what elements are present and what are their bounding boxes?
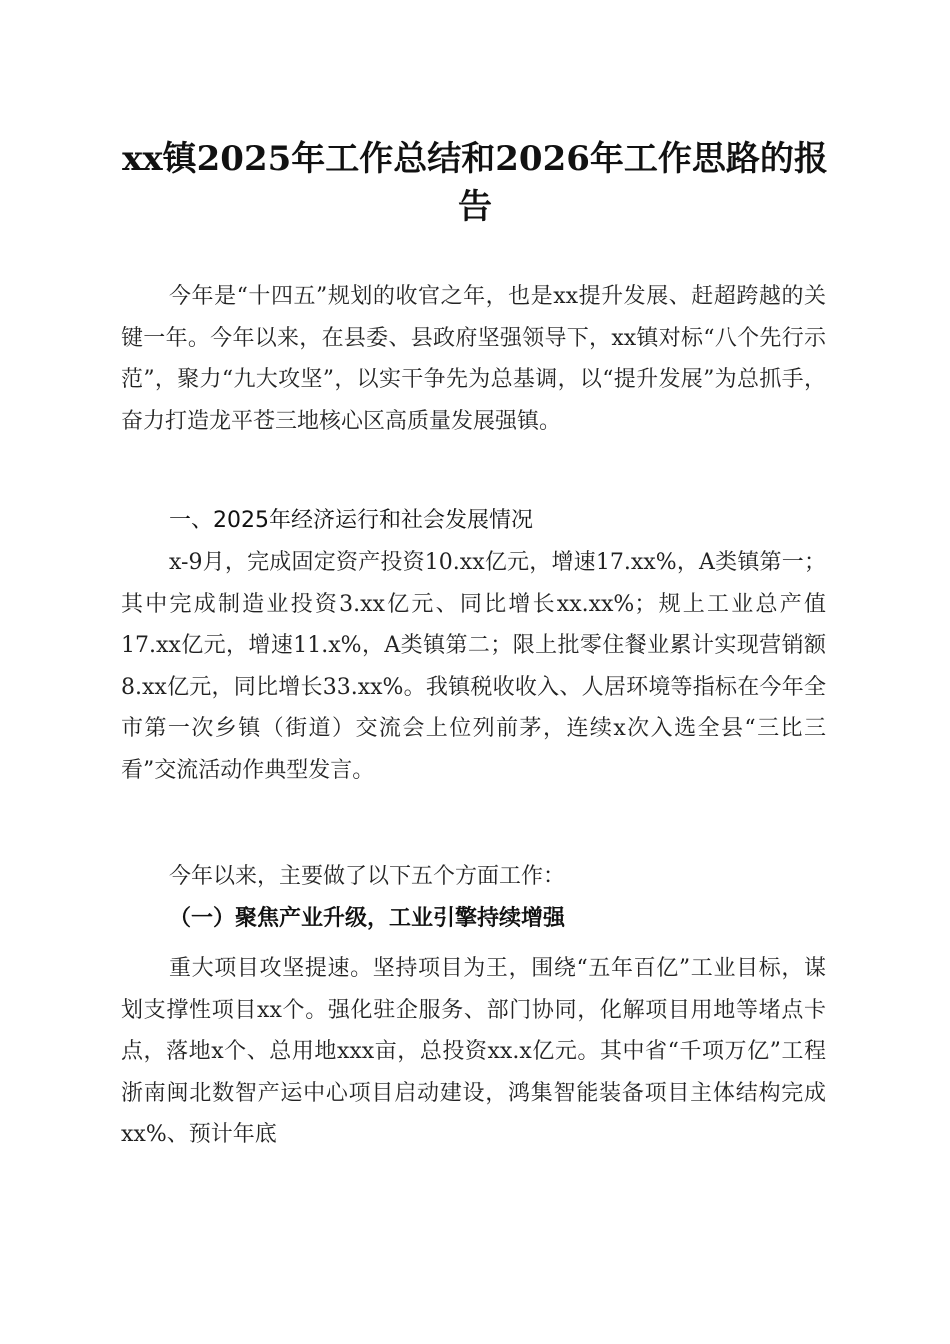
intro-paragraph: 今年是“十四五”规划的收官之年，也是xx提升发展、赶超跨越的关键一年。今年以来，在县委、县政府坚强领导下，xx镇对标“八个先行示范”，聚力“九大攻坚”，以实干争先为总基调，以“提升发展”为总抓手，奋力打造龙平苍三地核心区高质量发展强镇。 [121, 284, 826, 434]
document-title: xx镇2025年工作总结和2026年工作思路的报告 [122, 139, 828, 227]
subsection1-paragraph-1: 重大项目攻坚提速。坚持项目为王，围绕“五年百亿”工业目标，谋划支撑性项目xx个。强化驻企服务、部门协同，化解项目用地等堵点卡点，落地x个、总用地xxx亩，总投资xx.x亿元。其中省“千项万亿”工程浙南闽北数智产运中心项目启动建设，鸿集智能装备项目主体结构完成xx%、预计年底 [121, 956, 826, 1147]
subsection-heading-1: （一）聚焦产业升级，工业引擎持续增强 [169, 905, 566, 931]
section1-paragraph-1: x-9月，完成固定资产投资10.xx亿元，增速17.xx%，A类镇第一；其中完成制造业投资3.xx亿元、同比增长xx.xx%；规上工业总产值17.xx亿元，增速11.x%，A类镇第二；限上批零住餐业累计实现营销额8.xx亿元，同比增长33.xx%。我镇税收收入、人居环境等指标在今年全市第一次乡镇（街道）交流会上位列前茅，连续x次入选全县“三比三看”交流活动作典型发言。 [121, 550, 826, 783]
section1-paragraph-2: 今年以来，主要做了以下五个方面工作： [169, 864, 566, 889]
section-heading-1: 一、2025年经济运行和社会发展情况 [169, 508, 533, 533]
